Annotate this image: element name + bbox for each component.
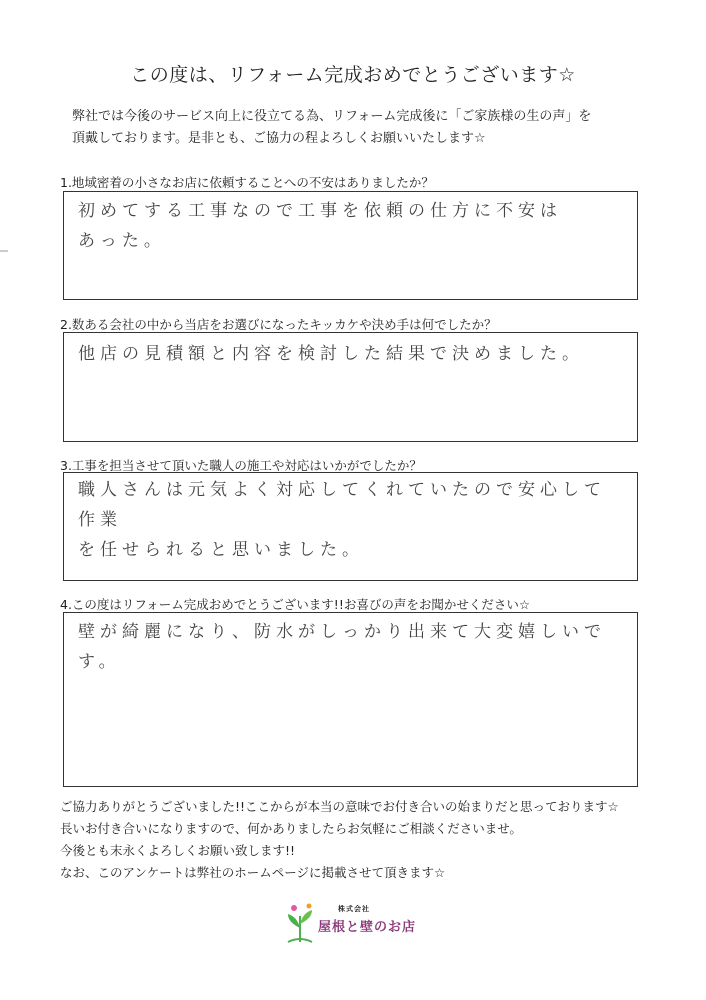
answer-line: 職人さんは元気よく対応してくれていたので安心して作業 (78, 480, 606, 530)
answer-line: を任せられると思いました。 (78, 540, 364, 560)
answer-line: 初めてする工事なので工事を依頼の仕方に不安は (78, 201, 562, 221)
answer-3-text (78, 475, 627, 565)
logo-company-type: 株式会社 (338, 905, 370, 913)
answer-1-box (63, 191, 638, 300)
question-4-label: 4.この度はリフォーム完成おめでとうございます!!お喜びの声をお聞かせください☆ (60, 597, 531, 612)
answer-3-box (63, 472, 638, 581)
scan-mark (0, 250, 8, 252)
closing-line: ご協力ありがとうございました!!ここからが本当の意味でお付き合いの始まりだと思っております☆ (60, 799, 619, 814)
intro-text (72, 106, 591, 150)
closing-line: 長いお付き合いになりますので、何かありましたらお気軽にご相談くださいませ。 (60, 821, 522, 836)
question-1-label: 1.地域密着の小さなお店に依頼することへの不安はありましたか？ (60, 175, 434, 190)
answer-line: あった。 (78, 231, 166, 251)
company-logo (282, 902, 432, 946)
answer-2-text (78, 339, 627, 369)
answer-1-text (78, 196, 627, 256)
sprout-logo-icon (282, 902, 318, 946)
answer-4-text (78, 617, 627, 677)
logo-company-name: 屋根と壁のお店 (318, 920, 417, 935)
answer-line: 壁が綺麗になり、防水がしっかり出来て大変嬉しいです。 (78, 622, 606, 672)
question-2-label: 2.数ある会社の中から当店をお選びになったキッカケや決め手は何でしたか？ (60, 317, 497, 332)
closing-line: 今後とも末永くよろしくお願い致します!! (60, 843, 296, 858)
closing-text (60, 796, 619, 884)
question-3-label: 3.工事を担当させて頂いた職人の施工や対応はいかがでしたか？ (60, 458, 422, 473)
answer-2-box (63, 332, 638, 442)
intro-line: 頂戴しております。是非とも、ご協力の程よろしくお願いいたします☆ (72, 131, 486, 146)
intro-line: 弊社では今後のサービス向上に役立てる為、リフォーム完成後に「ご家族様の生の声」を (72, 109, 592, 124)
page-title: この度は、リフォーム完成おめでとうございます☆ (130, 64, 576, 86)
closing-line: なお、このアンケートは弊社のホームページに掲載させて頂きます☆ (60, 865, 446, 880)
answer-4-box (63, 612, 638, 787)
answer-line: 他店の見積額と内容を検討した結果で決めました。 (78, 344, 584, 364)
